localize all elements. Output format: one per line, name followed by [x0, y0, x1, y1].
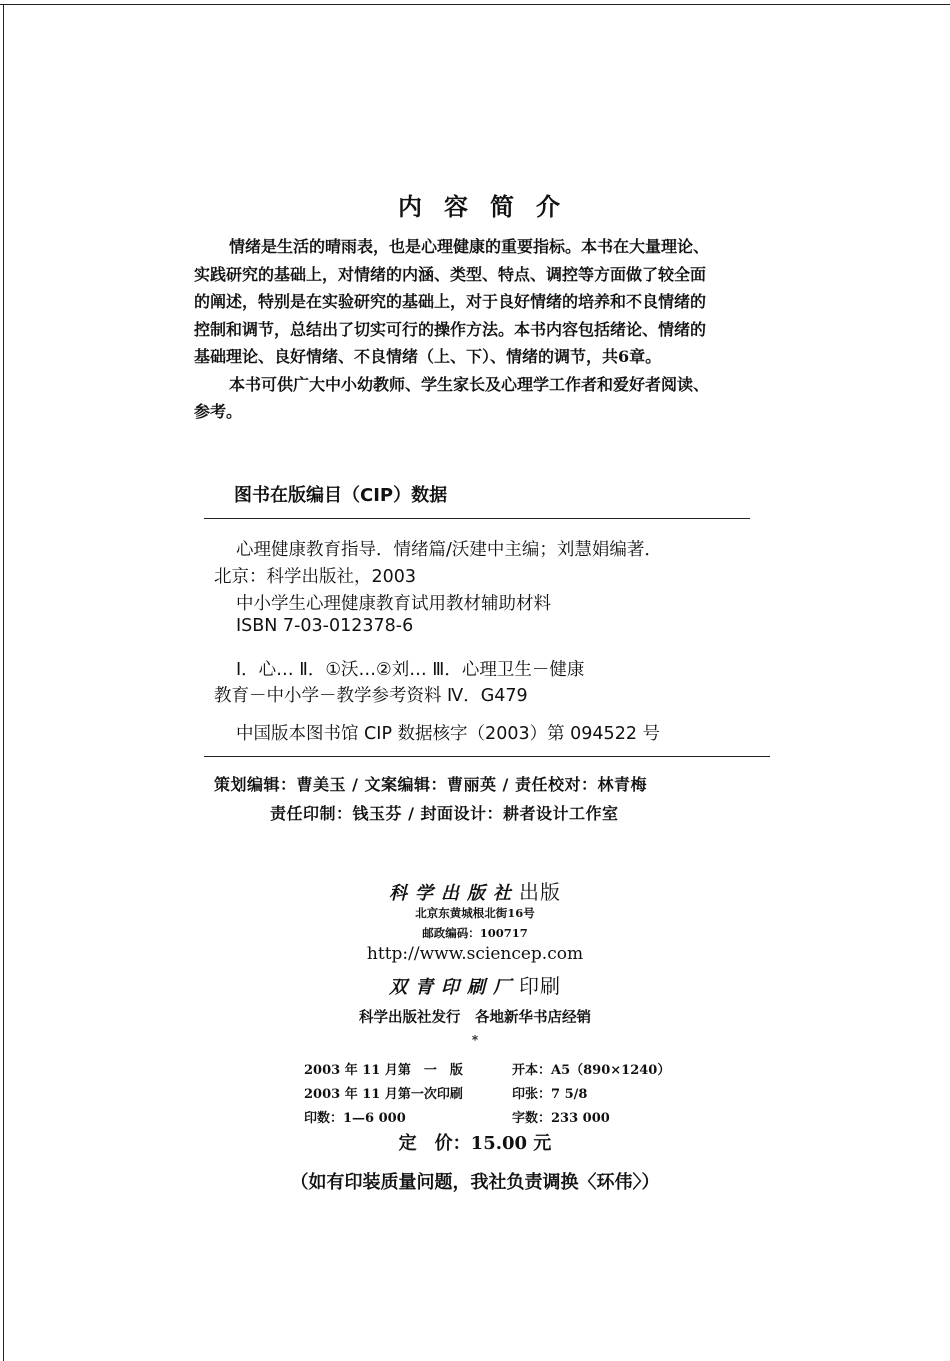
scan-top-border — [0, 4, 950, 5]
cip-classification-line: Ⅰ．心… Ⅱ．①沃…②刘… Ⅲ．心理卫生－健康 — [236, 660, 585, 680]
spec-impression: 2003 年 11 月第一次印刷 — [304, 1087, 463, 1102]
publisher-postcode: 邮政编码：100717 — [422, 926, 528, 940]
intro-para1-line4: 控制和调节，总结出了切实可行的操作方法。本书内容包括绪论、情绪的 — [194, 320, 707, 339]
printer-name: 双青印刷厂 — [389, 977, 519, 998]
spec-edition: 2003 年 11 月第 一 版 — [304, 1063, 463, 1078]
spec-word-count: 字数：233 000 — [512, 1111, 610, 1126]
distribution-line: 科学出版社发行 各地新华书店经销 — [359, 1009, 591, 1026]
price: 定 价：15.00 元 — [398, 1133, 552, 1154]
cip-record-number: 中国版本图书馆 CIP 数据核字（2003）第 094522 号 — [236, 724, 661, 744]
publisher-suffix: 出版 — [519, 880, 561, 904]
cip-publisher-line: 北京：科学出版社，2003 — [214, 567, 417, 587]
publisher-address: 北京东黄城根北街16号 — [415, 906, 535, 920]
printer-line — [0, 970, 950, 999]
spec-format: 开本：A5（890×1240） — [512, 1063, 671, 1078]
intro-para2-line1: 本书可供广大中小幼教师、学生家长及心理学工作者和爱好者阅读、 — [229, 375, 710, 394]
cip-series-line: 中小学生心理健康教育试用教材辅助材料 — [236, 594, 551, 614]
separator-star: * — [471, 1033, 479, 1047]
intro-title: 内容简介 — [398, 192, 582, 221]
intro-para2-line2: 参考。 — [194, 402, 243, 421]
cip-top-rule — [204, 518, 750, 519]
cip-title: 图书在版编目（CIP）数据 — [234, 485, 448, 506]
intro-para1-line5: 基础理论、良好情绪、不良情绪（上、下）、情绪的调节，共6章。 — [194, 347, 662, 366]
cip-bottom-rule — [204, 756, 770, 757]
cip-isbn-line: ISBN 7-03-012378-6 — [236, 616, 414, 636]
staff-credits-line2: 责任印制：钱玉芬 / 封面设计：耕者设计工作室 — [270, 804, 619, 823]
intro-para1-line1: 情绪是生活的晴雨表，也是心理健康的重要指标。本书在大量理论、 — [229, 237, 710, 256]
printer-suffix: 印刷 — [519, 974, 561, 998]
staff-credits-line1: 策划编辑：曹美玉 / 文案编辑：曹丽英 / 责任校对：林青梅 — [214, 775, 647, 794]
intro-para1-line2: 实践研究的基础上，对情绪的内涵、类型、特点、调控等方面做了较全面 — [194, 265, 707, 284]
spec-sheets: 印张：7 5/8 — [512, 1087, 588, 1102]
cip-classification-line-cont: 教育－中小学－教学参考资料 Ⅳ．G479 — [214, 686, 528, 706]
publisher-line — [0, 876, 950, 905]
quality-notice: （如有印装质量问题，我社负责调换〈环伟〉） — [290, 1172, 660, 1193]
publisher-name: 科学出版社 — [389, 883, 519, 904]
cip-title-line: 心理健康教育指导．情绪篇/沃建中主编；刘慧娟编著． — [236, 540, 662, 560]
intro-para1-line3: 的阐述，特别是在实验研究的基础上，对于良好情绪的培养和不良情绪的 — [194, 292, 707, 311]
spec-print-run: 印数：1—6 000 — [304, 1111, 406, 1126]
publisher-url: http://www.sciencep.com — [366, 944, 584, 964]
